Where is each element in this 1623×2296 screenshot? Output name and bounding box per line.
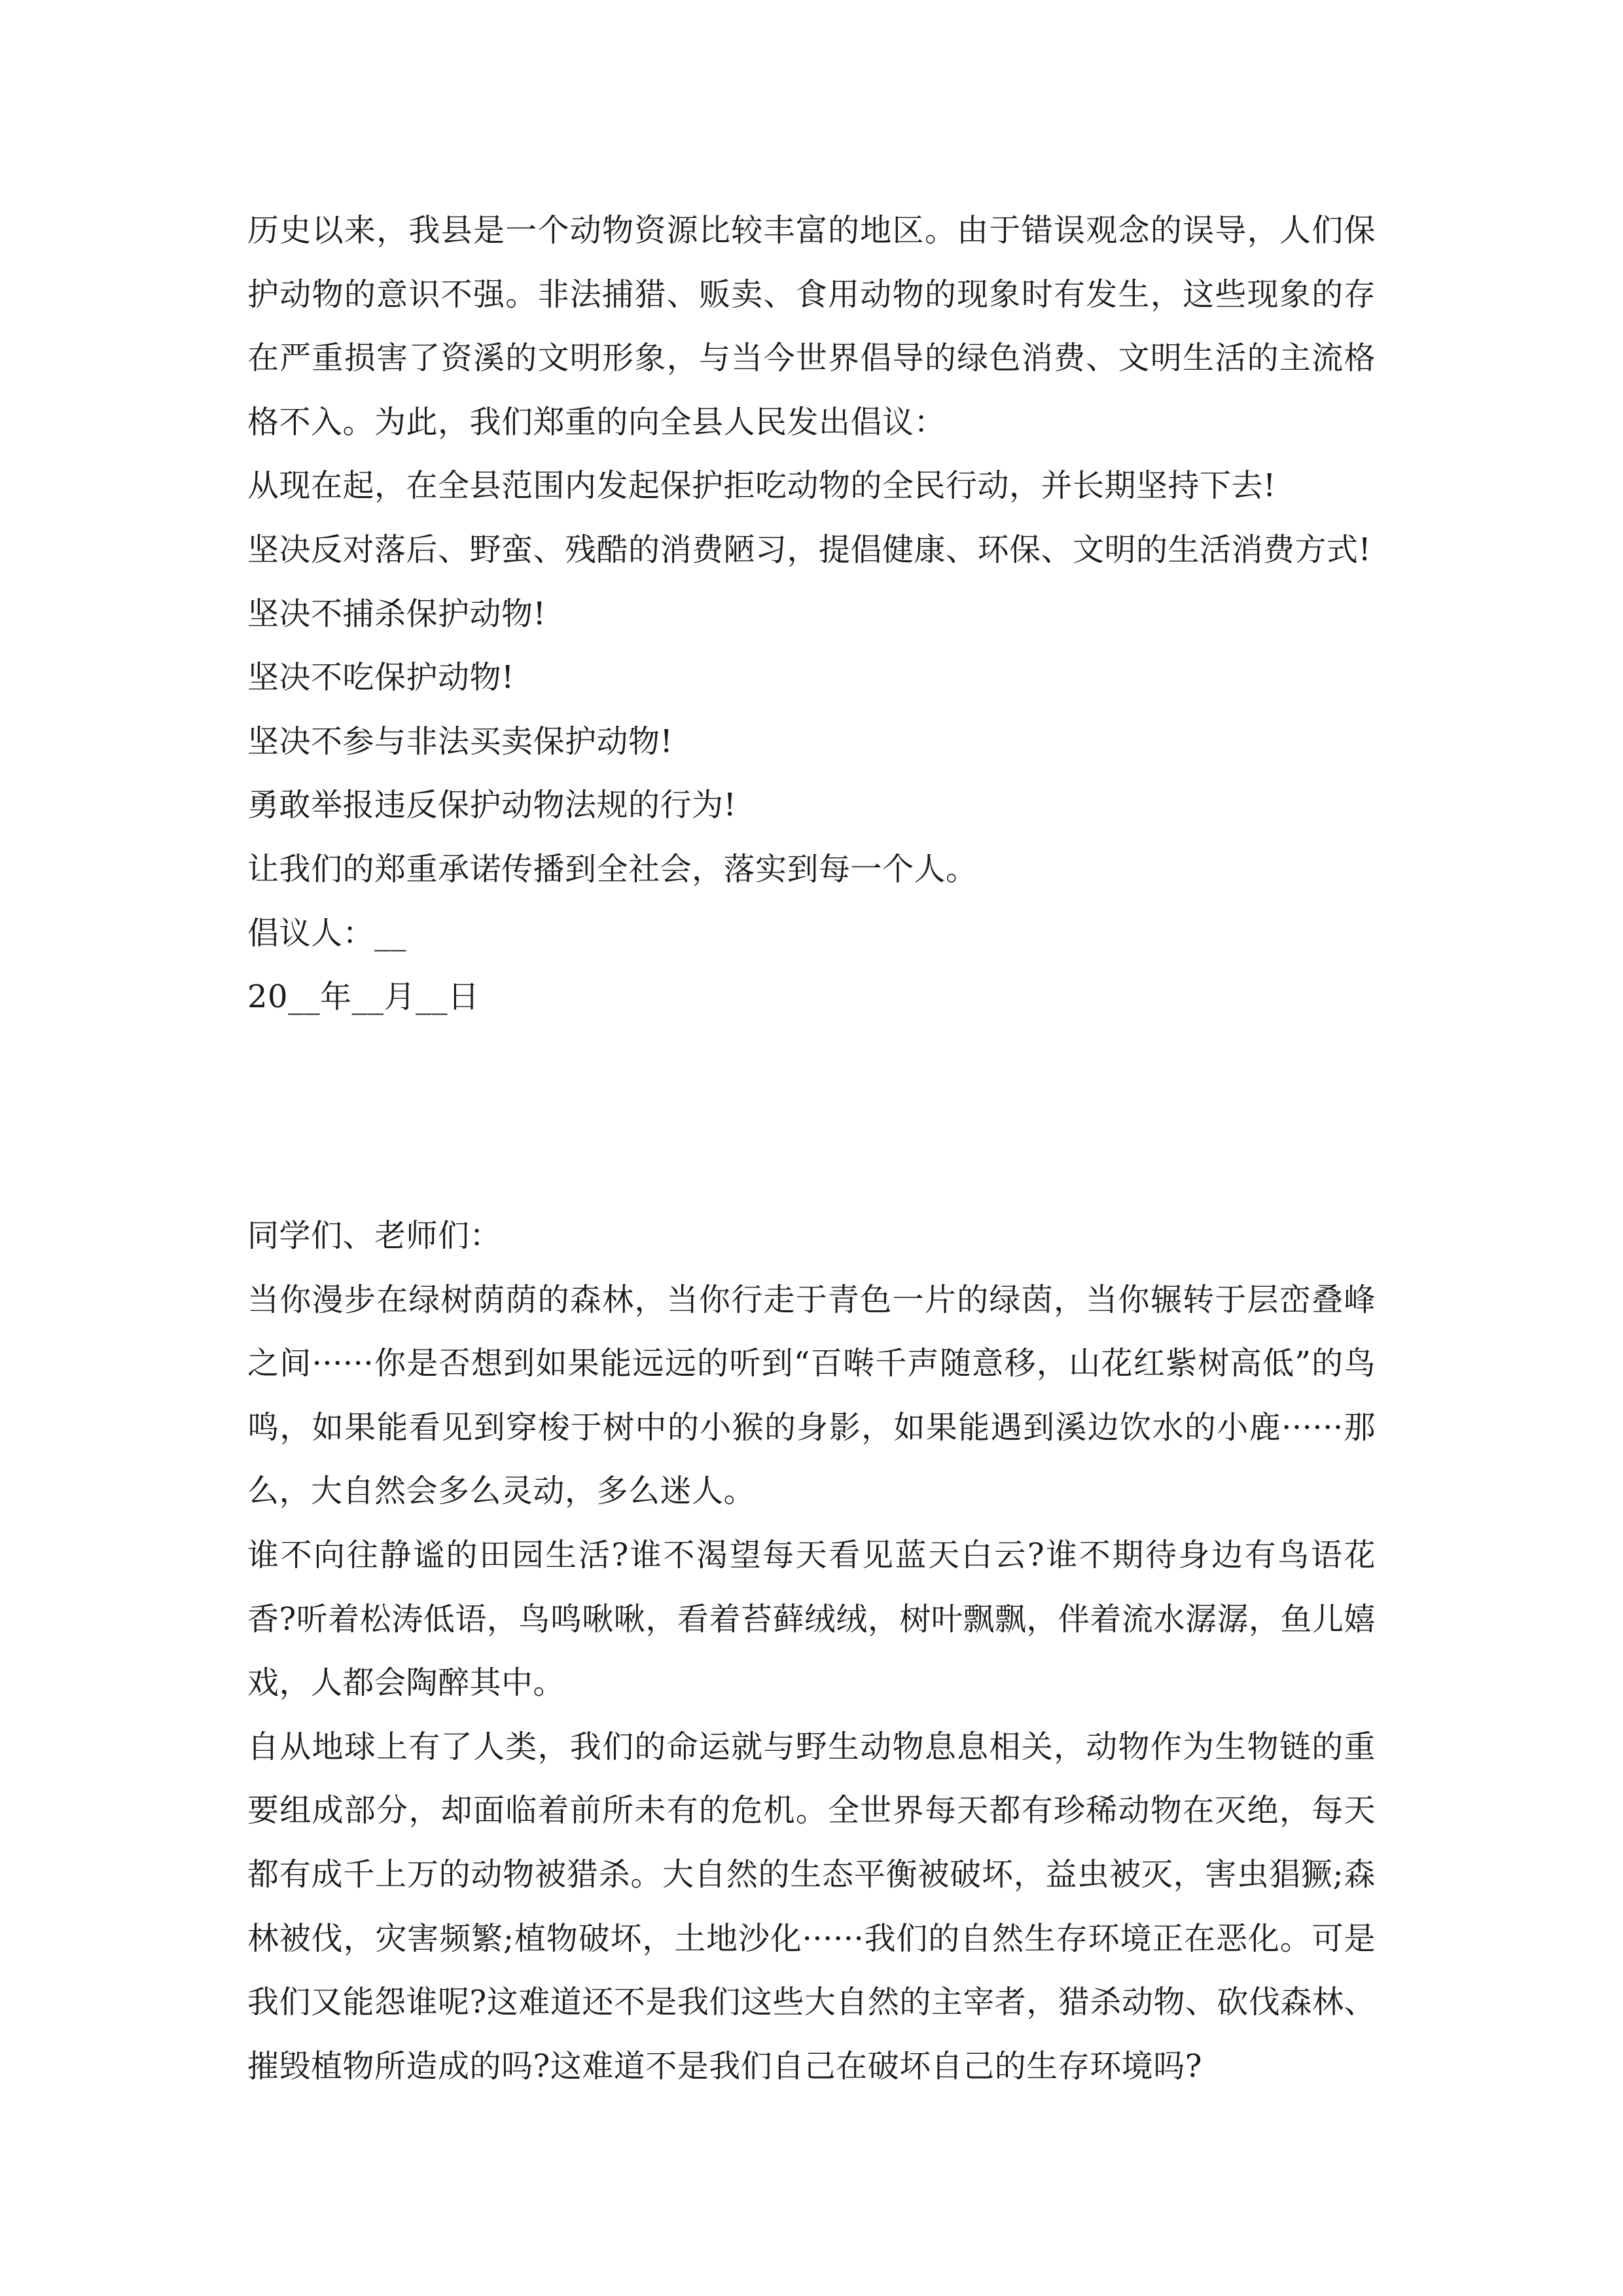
salutation: 同学们、老师们： [247,1217,502,1254]
proposal-section [247,199,1376,1030]
paragraph: 勇敢举报违反保护动物法规的行为! [247,787,737,824]
paragraph: 让我们的郑重承诺传播到全社会，落实到每一个人。 [247,850,978,888]
paragraph: 坚决不吃保护动物! [247,659,514,696]
paragraph: 从现在起，在全县范围内发起保护拒吃动物的全民行动，并长期坚持下去! [247,467,1276,505]
paragraph: 历史以来，我县是一个动物资源比较丰富的地区。由于错误观念的误导，人们保护动物的意识不强。非法捕猎、贩卖、食用动物的现象时有发生，这些现象的存在严重损害了资溪的文明形象，与当今世界倡导的绿色消费、文明生活的主流格格不入。为此，我们郑重的向全县人民发出倡议： [247,212,1376,440]
paragraph: 坚决不参与非法买卖保护动物! [247,723,673,760]
paragraph: 坚决反对落后、野蛮、残酷的消费陋习，提倡健康、环保、文明的生活消费方式! [247,531,1372,568]
paragraph: 坚决不捕杀保护动物! [247,595,546,632]
paragraph: 谁不向往静谧的田园生活?谁不渴望每天看见蓝天白云?谁不期待身边有鸟语花香?听着松涛低语，鸟鸣啾啾，看着苔藓绒绒，树叶飘飘，伴着流水潺潺，鱼儿嬉戏，人都会陶醉其中。 [247,1536,1376,1702]
date-line: 20__年__月__日 [247,978,480,1016]
paragraph: 当你漫步在绿树荫荫的森林，当你行走于青色一片的绿茵，当你辗转于层峦叠峰之间······你是否想到如果能远远的听到“百啭千声随意移，山花红紫树高低”的鸟鸣，如果能看见到穿梭于树中的小猴的身影，如果能遇到溪边饮水的小鹿······那么，大自然会多么灵动，多么迷人。 [247,1281,1376,1510]
paragraph: 自从地球上有了人类，我们的命运就与野生动物息息相关，动物作为生物链的重要组成部分，却面临着前所未有的危机。全世界每天都有珍稀动物在灭绝，每天都有成千上万的动物被猎杀。大自然的生态平衡被破坏，益虫被灭，害虫猖獗;森林被伐，灾害频繁;植物破坏，土地沙化······我们的自然生存环境正在恶化。可是我们又能怨谁呢?这难道还不是我们这些大自然的主宰者，猎杀动物、砍伐森林、摧毁植物所造成的吗?这难道不是我们自己在破坏自己的生存环境吗? [247,1728,1376,2085]
signature-line: 倡议人：__ [247,914,407,952]
speech-section [247,1204,1376,2098]
